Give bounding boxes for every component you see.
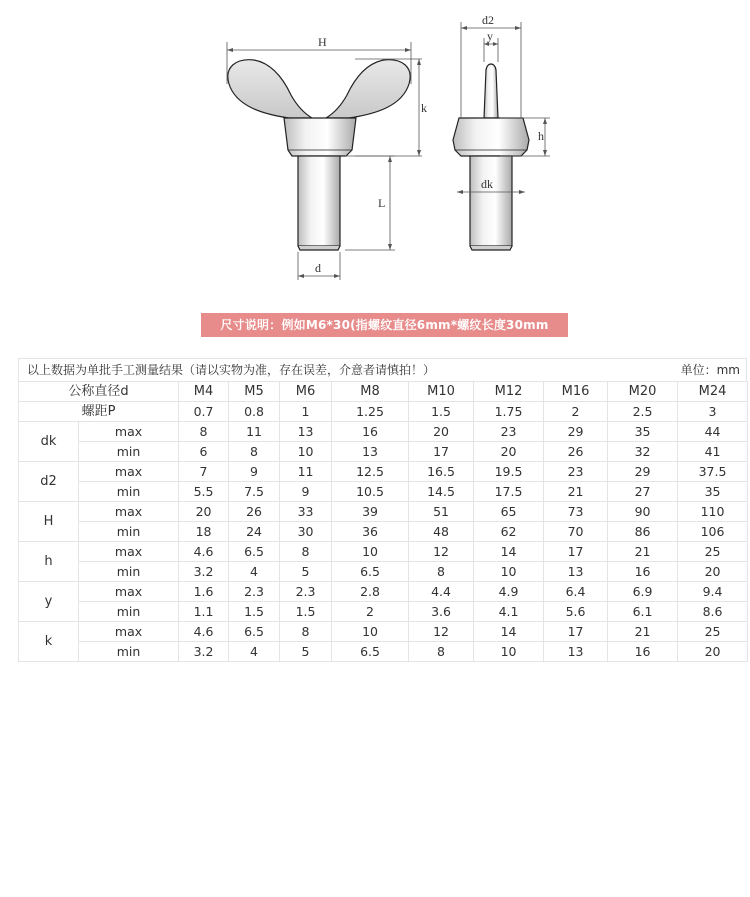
spec-value: 8 — [280, 622, 332, 642]
spec-value: 12 — [409, 542, 474, 562]
spec-value: 44 — [678, 422, 748, 442]
spec-value: 20 — [474, 442, 544, 462]
label-L: L — [378, 196, 386, 210]
spec-value: 8 — [409, 562, 474, 582]
spec-value: 2.8 — [332, 582, 409, 602]
spec-value: 36 — [332, 522, 409, 542]
table-row — [19, 582, 748, 602]
spec-value: 6.5 — [229, 622, 280, 642]
spec-table — [18, 381, 748, 662]
spec-value: 3.2 — [179, 642, 229, 662]
pitch-row — [19, 402, 748, 422]
left-wing — [228, 60, 312, 118]
spec-value: 6.4 — [544, 582, 608, 602]
table-row — [19, 602, 748, 622]
spec-value: 10.5 — [332, 482, 409, 502]
parameter-name: h — [19, 542, 79, 582]
spec-value: 48 — [409, 522, 474, 542]
spec-value: 35 — [608, 422, 678, 442]
limit-label: max — [79, 502, 179, 522]
spec-value: 10 — [474, 642, 544, 662]
spec-value: 27 — [608, 482, 678, 502]
spec-value: 16 — [608, 642, 678, 662]
limit-label: max — [79, 542, 179, 562]
table-row — [19, 462, 748, 482]
spec-value: 6 — [179, 442, 229, 462]
pitch-value: 2.5 — [608, 402, 678, 422]
spec-value: 6.1 — [608, 602, 678, 622]
label-d2: d2 — [482, 13, 494, 27]
spec-value: 14 — [474, 542, 544, 562]
pitch-value: 1.75 — [474, 402, 544, 422]
table-row — [19, 502, 748, 522]
table-row — [19, 622, 748, 642]
spec-value: 17 — [544, 622, 608, 642]
spec-value: 10 — [474, 562, 544, 582]
spec-value: 2.3 — [229, 582, 280, 602]
size-header: M12 — [474, 382, 544, 402]
spec-value: 12 — [409, 622, 474, 642]
spec-value: 9 — [280, 482, 332, 502]
spec-value: 17 — [409, 442, 474, 462]
spec-value: 5 — [280, 562, 332, 582]
spec-value: 23 — [474, 422, 544, 442]
pitch-value: 3 — [678, 402, 748, 422]
label-dk: dk — [481, 177, 493, 191]
spec-value: 14.5 — [409, 482, 474, 502]
limit-label: min — [79, 482, 179, 502]
size-explanation-banner: 尺寸说明：例如M6*30(指螺纹直径6mm*螺纹长度30mm — [201, 313, 568, 337]
spec-value: 8 — [179, 422, 229, 442]
spec-value: 51 — [409, 502, 474, 522]
spec-value: 18 — [179, 522, 229, 542]
spec-value: 19.5 — [474, 462, 544, 482]
table-row — [19, 522, 748, 542]
spec-value: 9.4 — [678, 582, 748, 602]
shank — [298, 156, 340, 246]
spec-value: 21 — [608, 542, 678, 562]
spec-value: 29 — [544, 422, 608, 442]
spec-value: 4 — [229, 562, 280, 582]
table-row — [19, 542, 748, 562]
spec-value: 1.5 — [229, 602, 280, 622]
spec-value: 33 — [280, 502, 332, 522]
limit-label: max — [79, 422, 179, 442]
spec-value: 4.9 — [474, 582, 544, 602]
label-y: y — [487, 29, 493, 43]
spec-value: 8 — [229, 442, 280, 462]
table-row — [19, 642, 748, 662]
limit-label: min — [79, 602, 179, 622]
spec-value: 1.6 — [179, 582, 229, 602]
spec-value: 17.5 — [474, 482, 544, 502]
measurement-note: 以上数据为单批手工测量结果（请以实物为准，存在误差，介意者请慎拍！） — [27, 363, 436, 377]
spec-value: 16 — [608, 562, 678, 582]
spec-value: 25 — [678, 622, 748, 642]
table-row — [19, 442, 748, 462]
parameter-name: dk — [19, 422, 79, 462]
limit-label: max — [79, 582, 179, 602]
pitch-value: 0.7 — [179, 402, 229, 422]
spec-value: 13 — [544, 642, 608, 662]
pitch-value: 1.25 — [332, 402, 409, 422]
spec-value: 26 — [229, 502, 280, 522]
spec-value: 11 — [280, 462, 332, 482]
spec-value: 20 — [179, 502, 229, 522]
parameter-name: H — [19, 502, 79, 542]
spec-value: 6.5 — [229, 542, 280, 562]
spec-value: 90 — [608, 502, 678, 522]
spec-value: 14 — [474, 622, 544, 642]
spec-value: 41 — [678, 442, 748, 462]
spec-value: 6.9 — [608, 582, 678, 602]
spec-value: 10 — [280, 442, 332, 462]
size-header: M20 — [608, 382, 678, 402]
pitch-value: 0.8 — [229, 402, 280, 422]
table-row — [19, 482, 748, 502]
limit-label: min — [79, 442, 179, 462]
limit-label: min — [79, 562, 179, 582]
spec-value: 4.1 — [474, 602, 544, 622]
spec-value: 73 — [544, 502, 608, 522]
limit-label: min — [79, 522, 179, 542]
spec-value: 5 — [280, 642, 332, 662]
spec-value: 4.6 — [179, 542, 229, 562]
parameter-name: d2 — [19, 462, 79, 502]
spec-value: 70 — [544, 522, 608, 542]
spec-value: 2.3 — [280, 582, 332, 602]
spec-value: 32 — [608, 442, 678, 462]
spec-value: 21 — [608, 622, 678, 642]
size-header: M8 — [332, 382, 409, 402]
spec-value: 16 — [332, 422, 409, 442]
spec-value: 25 — [678, 542, 748, 562]
limit-label: max — [79, 622, 179, 642]
pitch-value: 1 — [280, 402, 332, 422]
unit-label: 单位：mm — [680, 363, 740, 377]
spec-value: 8.6 — [678, 602, 748, 622]
spec-value: 65 — [474, 502, 544, 522]
limit-label: min — [79, 642, 179, 662]
spec-value: 62 — [474, 522, 544, 542]
spec-value: 10 — [332, 542, 409, 562]
spec-value: 1.1 — [179, 602, 229, 622]
spec-value: 110 — [678, 502, 748, 522]
size-header: M5 — [229, 382, 280, 402]
spec-value: 6.5 — [332, 562, 409, 582]
spec-value: 12.5 — [332, 462, 409, 482]
spec-value: 4 — [229, 642, 280, 662]
spec-value: 26 — [544, 442, 608, 462]
spec-value: 86 — [608, 522, 678, 542]
spec-value: 5.5 — [179, 482, 229, 502]
spec-value: 5.6 — [544, 602, 608, 622]
label-d: d — [315, 261, 321, 275]
table-row — [19, 422, 748, 442]
spec-value: 10 — [332, 622, 409, 642]
size-header: M24 — [678, 382, 748, 402]
spec-value: 20 — [678, 642, 748, 662]
spec-value: 30 — [280, 522, 332, 542]
spec-value: 20 — [678, 562, 748, 582]
pitch-label: 螺距P — [19, 402, 179, 422]
spec-value: 17 — [544, 542, 608, 562]
pitch-value: 1.5 — [409, 402, 474, 422]
label-H: H — [318, 35, 327, 49]
limit-label: max — [79, 462, 179, 482]
parameter-name: k — [19, 622, 79, 662]
spec-value: 3.2 — [179, 562, 229, 582]
spec-value: 106 — [678, 522, 748, 542]
spec-value: 20 — [409, 422, 474, 442]
spec-table-section — [18, 358, 747, 662]
spec-value: 13 — [544, 562, 608, 582]
table-caption — [18, 358, 747, 381]
nominal-diameter-header: 公称直径d — [19, 382, 179, 402]
wing-screw-drawing — [0, 0, 750, 300]
spec-value: 1.5 — [280, 602, 332, 622]
spec-value: 21 — [544, 482, 608, 502]
parameter-name: y — [19, 582, 79, 622]
size-header: M10 — [409, 382, 474, 402]
spec-value: 16.5 — [409, 462, 474, 482]
size-header: M6 — [280, 382, 332, 402]
spec-value: 2 — [332, 602, 409, 622]
spec-value: 24 — [229, 522, 280, 542]
pitch-value: 2 — [544, 402, 608, 422]
side-shank — [470, 156, 512, 246]
spec-value: 23 — [544, 462, 608, 482]
label-h: h — [538, 129, 544, 143]
spec-value: 3.6 — [409, 602, 474, 622]
spec-value: 13 — [280, 422, 332, 442]
table-header-row — [19, 382, 748, 402]
spec-value: 39 — [332, 502, 409, 522]
size-header: M4 — [179, 382, 229, 402]
side-wing — [484, 64, 498, 118]
spec-value: 29 — [608, 462, 678, 482]
spec-value: 11 — [229, 422, 280, 442]
spec-value: 4.4 — [409, 582, 474, 602]
spec-value: 7.5 — [229, 482, 280, 502]
spec-value: 37.5 — [678, 462, 748, 482]
spec-value: 13 — [332, 442, 409, 462]
spec-value: 6.5 — [332, 642, 409, 662]
label-k: k — [421, 101, 427, 115]
side-view — [453, 64, 529, 250]
spec-value: 7 — [179, 462, 229, 482]
spec-value: 35 — [678, 482, 748, 502]
spec-value: 4.6 — [179, 622, 229, 642]
spec-value: 8 — [280, 542, 332, 562]
size-header: M16 — [544, 382, 608, 402]
spec-value: 8 — [409, 642, 474, 662]
right-wing — [326, 60, 410, 118]
spec-value: 9 — [229, 462, 280, 482]
front-view — [228, 60, 410, 250]
table-row — [19, 562, 748, 582]
